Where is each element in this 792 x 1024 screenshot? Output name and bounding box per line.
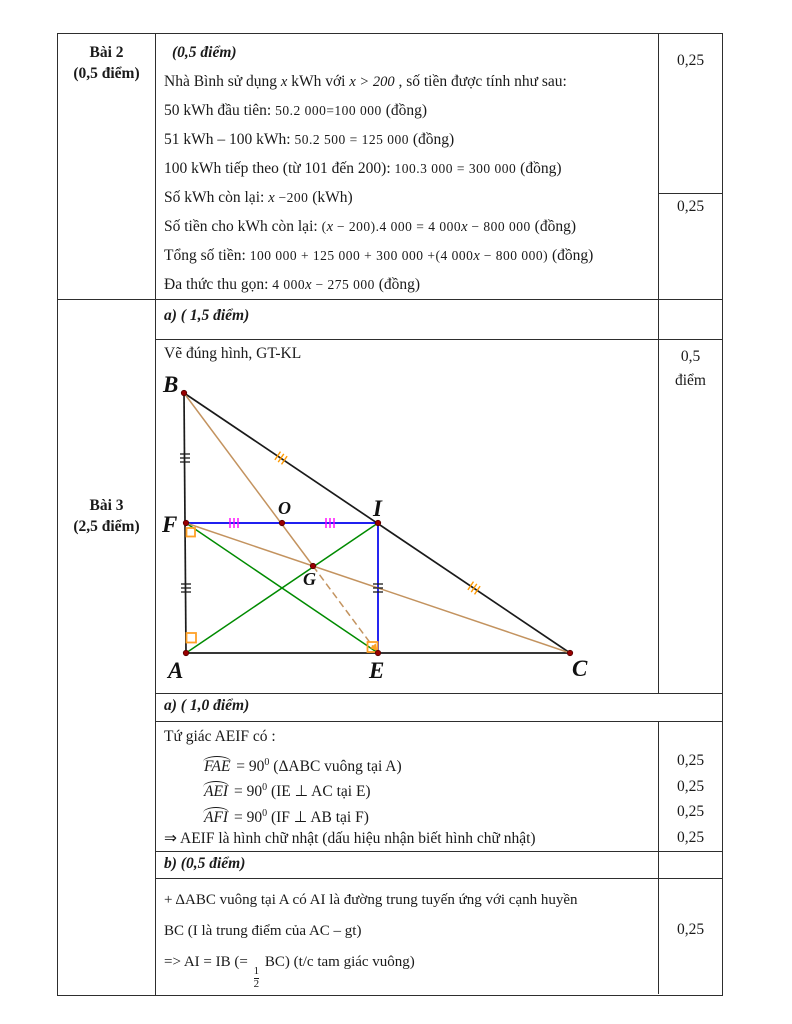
angle-FAE-line: FAE = $90^0$ (ΔABC vuông tại A)	[204, 756, 402, 775]
bai2-total-line: Tổng số tiền: 100 000 + 125 000 + 300 000 +(4 000x − 800 000) (đồng)	[164, 247, 594, 264]
bai3-label-points: (2,5 điểm)	[73, 518, 140, 535]
bai2-intro-line: Nhà Bình sử dụng x kWh với x > 200 , số tiền được tính như sau:	[164, 73, 567, 90]
part-a2-header: a) ( 1,0 điểm)	[164, 697, 250, 714]
point-E	[375, 650, 380, 655]
quad-conclusion: ⇒ AEIF là hình chữ nhật (dấu hiệu nhận biết hình chữ nhật)	[164, 830, 536, 847]
subrow-figure	[156, 340, 722, 694]
point-B	[181, 390, 186, 395]
score-badge: 0,25	[676, 752, 705, 769]
rectangle-proof-cell	[156, 722, 658, 852]
label-F: F	[162, 512, 178, 537]
median-GE-dashed	[313, 566, 374, 648]
label-E: E	[369, 658, 385, 683]
bai2-tier3-line: 100 kWh tiếp theo (từ 101 đến 200): 100.3 000 = 300 000 (đồng)	[164, 160, 562, 177]
angle-AEI-line: AEI = $90^0$ (IE ⊥ AC tại E)	[204, 782, 371, 801]
bai2-score-cell	[658, 34, 722, 299]
score-badge: 0,25	[676, 828, 705, 846]
bai2-label-points: (0,5 điểm)	[73, 65, 140, 82]
bai2-header: (0,5 điểm)	[172, 44, 237, 61]
subrow-a-1-5	[156, 300, 722, 340]
final-score-cell	[658, 879, 722, 994]
subrow-a-1-0	[156, 694, 722, 722]
rectangle-diagonals	[186, 523, 378, 653]
point-A	[183, 650, 188, 655]
label-C: C	[572, 656, 588, 681]
bai3-label-cell	[58, 300, 156, 995]
point-C	[567, 650, 572, 655]
part-a-header: a) ( 1,5 điểm)	[164, 307, 250, 324]
tick-BI	[275, 452, 287, 465]
label-A: A	[168, 658, 184, 683]
geometry-figure	[156, 340, 658, 694]
subrow-b-0-5	[156, 852, 722, 879]
label-O: O	[278, 498, 291, 518]
right-angle-A	[187, 633, 197, 643]
score-badge: 0,25	[659, 34, 722, 194]
bai2-solution-cell	[156, 34, 658, 299]
condition-x: x > 200	[349, 74, 395, 90]
empty-score-cell	[658, 852, 722, 878]
score-badge: 0,5	[680, 348, 701, 365]
point-O	[279, 520, 284, 525]
figure-score-cell	[658, 340, 722, 693]
point-G	[310, 563, 315, 568]
median-line2: BC (I là trung điểm của AC – gt)	[164, 923, 362, 939]
point-F	[183, 520, 188, 525]
figure-cell	[156, 340, 658, 693]
quad-score-cell	[658, 722, 722, 852]
score-badge: 0,25	[676, 920, 705, 938]
figure-caption: Vẽ đúng hình, GT-KL	[164, 345, 302, 362]
median-proof-cell	[156, 879, 658, 994]
median-line3: => AI = IB (= $\frac{1}{2}$ BC) (t/c tam giác vuông)	[164, 954, 415, 990]
median-line1: + ΔABC vuông tại A có AI là đường trung tuyến ứng với cạnh huyền	[164, 892, 578, 908]
score-badge: 0,25	[676, 198, 705, 215]
vertex-labels	[161, 372, 588, 683]
part-b-header: b) (0,5 điểm)	[164, 855, 246, 872]
quad-intro: Tứ giác AEIF có :	[164, 728, 276, 745]
bai3-content	[156, 300, 722, 995]
angle-AFI-line: AFI = $90^0$ (IF ⊥ AB tại F)	[204, 807, 369, 826]
tick-IC	[468, 582, 480, 595]
angle-AFI: AFI	[204, 808, 229, 826]
scoring-table	[57, 33, 723, 996]
score-badge: 0,25	[676, 777, 705, 795]
subrow-median-proof	[156, 879, 722, 994]
label-G: G	[303, 569, 316, 589]
score-badge: 0,25	[676, 803, 705, 820]
bai2-money-line: Số tiền cho kWh còn lại: (x − 200).4 000 = 4 000x − 800 000 (đồng)	[164, 218, 576, 235]
empty-score-cell	[658, 300, 722, 339]
angle-FAE: FAE	[204, 757, 231, 775]
var-x: x	[280, 74, 288, 90]
bai2-label: Bài 2	[89, 44, 124, 61]
bai2-tier1-line: 50 kWh đầu tiên: 50.2 000=100 000 (đồng)	[164, 102, 428, 119]
bai3-label: Bài 3	[89, 497, 124, 514]
bai2-remain-line: Số kWh còn lại: x −200 (kWh)	[164, 189, 353, 206]
row-bai2	[58, 34, 722, 300]
bai2-poly-line: Đa thức thu gọn: 4 000x − 275 000 (đồng)	[164, 276, 421, 293]
fraction-one-half: $\frac{1}{2}$	[253, 965, 260, 990]
score-unit: điểm	[675, 372, 706, 389]
label-B: B	[163, 372, 179, 397]
label-I: I	[373, 496, 382, 521]
angle-AEI: AEI	[204, 783, 229, 801]
median-BG	[184, 393, 313, 566]
row-bai3	[58, 300, 722, 995]
bai2-tier2-line: 51 kWh – 100 kWh: 50.2 500 = 125 000 (đồng)	[164, 131, 455, 148]
bai2-label-cell	[58, 34, 156, 299]
right-angle-F	[187, 528, 196, 537]
subrow-rectangle-proof	[156, 722, 722, 852]
point-I	[375, 520, 380, 525]
